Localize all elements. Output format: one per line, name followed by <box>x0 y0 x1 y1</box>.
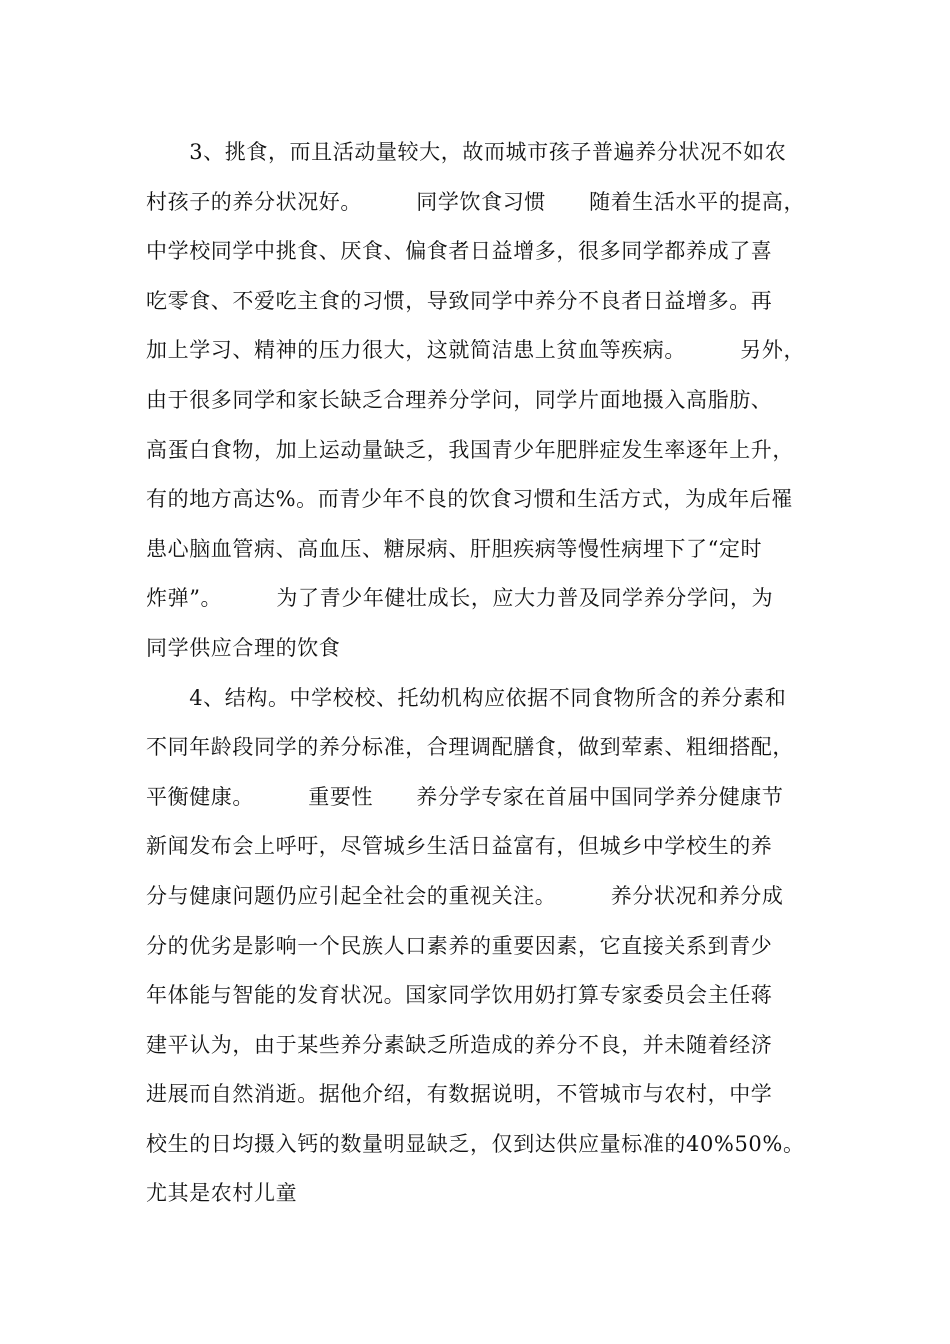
text-line: 年体能与智能的发育状况。国家同学饮用奶打算专家委员会主任蒋 <box>146 983 773 1008</box>
text-line: 平衡健康。 重要性 养分学专家在首届中国同学养分健康节 <box>146 784 784 809</box>
text-line: 炸弹”。 为了青少年健壮成长，应大力普及同学养分学问，为 <box>146 586 774 611</box>
text-line: 加上学习、精神的压力很大，这就简洁患上贫血等疾病。 另外， <box>146 338 806 363</box>
text-line: 同学供应合理的饮食 <box>146 635 341 660</box>
text-line: 校生的日均摄入钙的数量明显缺乏，仅到达供应量标准的40%50%。 <box>146 1131 805 1156</box>
text-line: 进展而自然消逝。据他介绍，有数据说明，不管城市与农村，中学 <box>146 1082 773 1107</box>
text-line: 新闻发布会上呼吁，尽管城乡生活日益富有，但城乡中学校生的养 <box>146 834 773 859</box>
text-line: 有的地方高达%。而青少年不良的饮食习惯和生活方式，为成年后罹 <box>146 487 793 512</box>
text-line: 患心脑血管病、高血压、糖尿病、肝胆疾病等慢性病埋下了“定时 <box>146 536 763 561</box>
text-line: 高蛋白食物，加上运动量缺乏，我国青少年肥胖症发生率逐年上升， <box>146 437 794 462</box>
text-line: 3、挑食，而且活动量较大，故而城市孩子普遍养分状况不如农 <box>146 140 787 164</box>
text-line: 由于很多同学和家长缺乏合理养分学问，同学片面地摄入高脂肪、 <box>146 387 773 412</box>
text-line: 吃零食、不爱吃主食的习惯，导致同学中养分不良者日益增多。再 <box>146 288 773 313</box>
text-line: 中学校同学中挑食、厌食、偏食者日益增多，很多同学都养成了喜 <box>146 239 773 264</box>
text-line: 尤其是农村儿童 <box>146 1181 298 1206</box>
text-line: 不同年龄段同学的养分标准，合理调配膳食，做到荤素、粗细搭配， <box>146 735 794 760</box>
body-text <box>146 128 826 1219</box>
text-line: 村孩子的养分状况好。 同学饮食习惯 随着生活水平的提高， <box>146 189 806 214</box>
text-line: 分与健康问题仍应引起全社会的重视关注。 养分状况和养分成 <box>146 883 784 908</box>
text-line: 4、结构。中学校校、托幼机构应依据不同食物所含的养分素和 <box>146 685 787 710</box>
text-line: 分的优劣是影响一个民族人口素养的重要因素，它直接关系到青少 <box>146 933 773 958</box>
text-line: 建平认为，由于某些养分素缺乏所造成的养分不良，并未随着经济 <box>146 1032 773 1057</box>
